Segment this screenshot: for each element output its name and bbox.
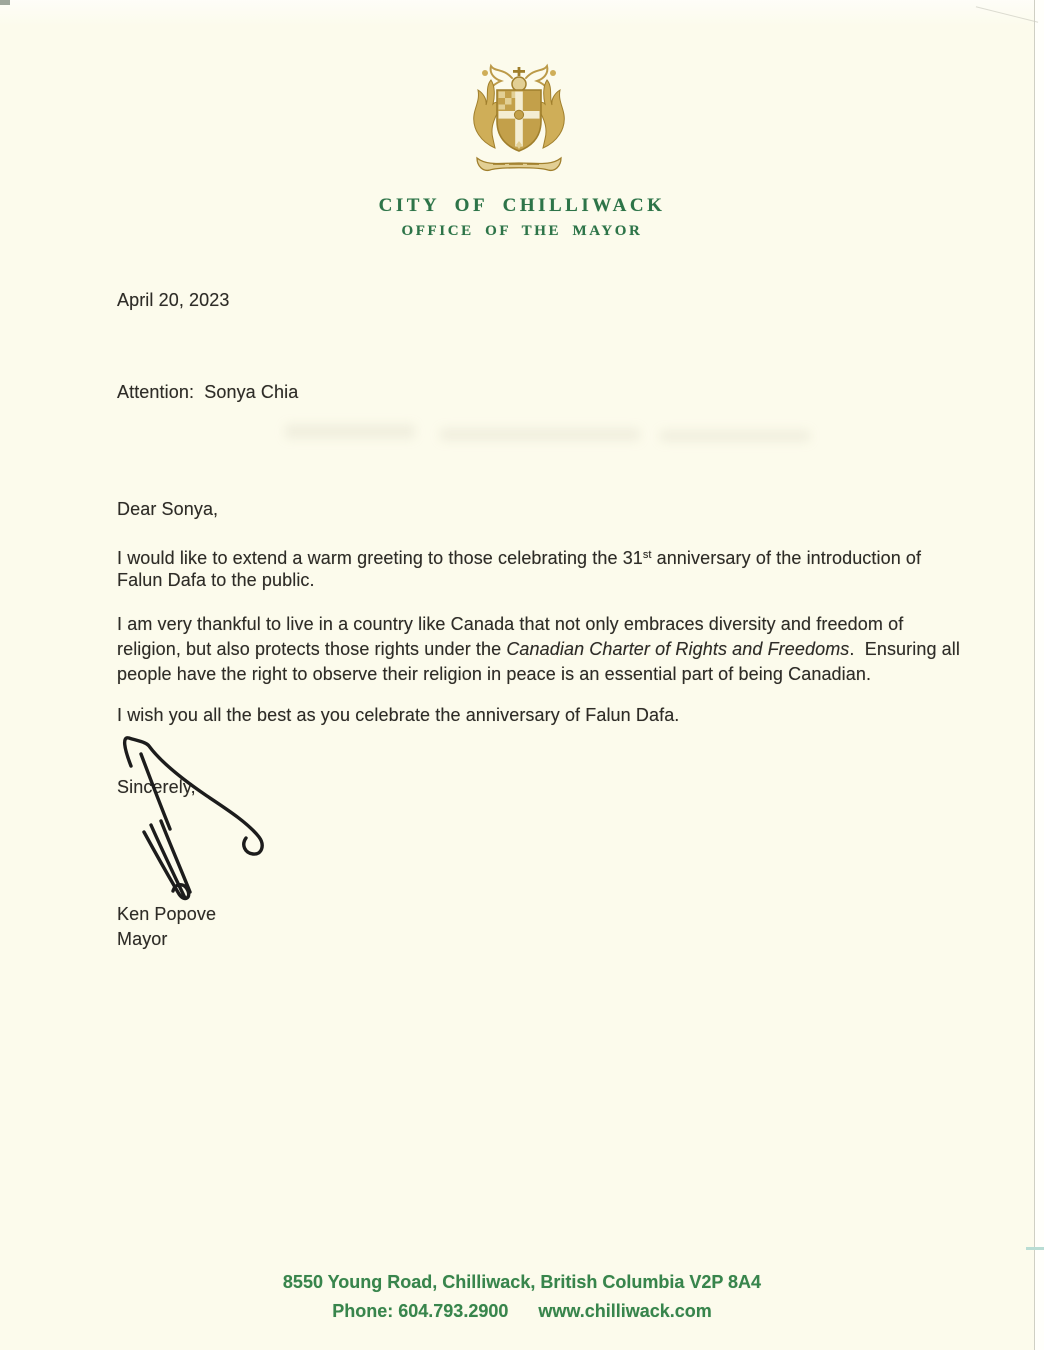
mayor-signature-icon (112, 726, 297, 911)
ordinal-superscript: st (642, 549, 652, 561)
paragraph2-line2 (117, 637, 960, 662)
paragraph2-line3: people have the right to observe their religion in peace is an essential part of being Canadian. (117, 664, 872, 684)
paragraph2-line2-text: religion, but also protects those rights under the (117, 639, 507, 659)
letter-date: April 20, 2023 (117, 290, 230, 310)
paragraph1-line1-text: anniversary of the introduction of (651, 548, 922, 568)
attention-line: Attention: Sonya Chia (117, 382, 299, 402)
paragraph1-line1-text: I would like to extend a warm greeting to those celebrating the 31 (117, 548, 643, 568)
department-subtitle: OFFICE OF THE MAYOR (401, 223, 643, 239)
signer-title: Mayor (117, 929, 168, 949)
ink-bleedthrough-smudge (440, 428, 640, 441)
scan-teal-artifact (1026, 1247, 1044, 1250)
paragraph1-line2: Falun Dafa to the public. (117, 570, 315, 590)
signer-name: Ken Popove (117, 904, 217, 924)
footer-website: www.chilliwack.com (538, 1301, 712, 1321)
closing: Sincerely, (117, 777, 196, 797)
paragraph3: I wish you all the best as you celebrate the anniversary of Falun Dafa. (117, 705, 680, 725)
paragraph1-line1 (117, 543, 921, 571)
paragraph2-line1: I am very thankful to live in a country like Canada that not only embraces diversity and freedom of (117, 614, 904, 634)
chilliwack-coat-of-arms-icon (449, 62, 589, 186)
ink-bleedthrough-smudge (285, 424, 415, 439)
charter-title-italic: Canadian Charter of Rights and Freedoms (506, 639, 850, 659)
scan-top-edge (0, 0, 1044, 26)
scan-corner-speck (0, 0, 10, 5)
footer-address: 8550 Young Road, Chilliwack, British Columbia V2P 8A4 (282, 1272, 762, 1292)
organization-title: CITY OF CHILLIWACK (378, 195, 666, 216)
salutation: Dear Sonya, (117, 499, 219, 519)
footer-contact (0, 1301, 1044, 1322)
footer-phone: Phone: 604.793.2900 (332, 1301, 509, 1321)
paragraph2-line2-text: . Ensuring all (849, 639, 960, 659)
ink-bleedthrough-smudge (660, 430, 810, 442)
